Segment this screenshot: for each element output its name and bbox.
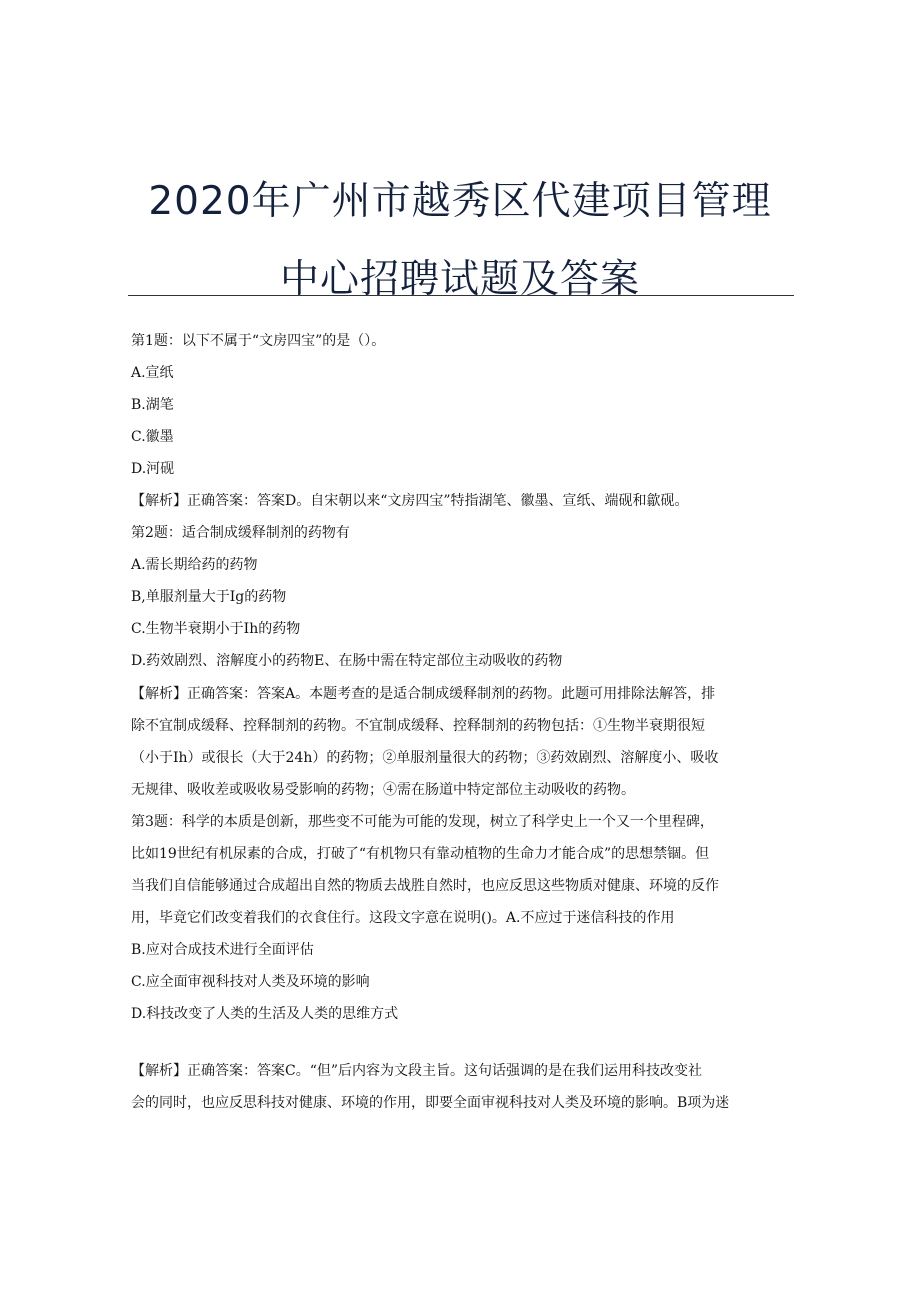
question-3-analysis-line-1: 【解析】正确答案：答案C。“但”后内容为文段主旨。这句话强调的是在我们运用科技改变社	[131, 1063, 703, 1079]
question-3-stem-line-2: 比如19世纪有机尿素的合成，打破了“有机物只有靠动植物的生命力才能合成”的思想禁锢。但	[131, 846, 710, 862]
question-2-option-a: A.需长期给药的药物	[131, 557, 258, 573]
question-1-option-a: A.宣纸	[131, 365, 174, 381]
question-1-analysis: 【解析】正确答案：答案D。自宋朝以来“文房四宝”特指湖笔、徽墨、宣纸、端砚和歙砚。	[131, 493, 689, 509]
question-2-option-b: B,单服剂量大于Ig的药物	[131, 589, 287, 605]
question-2-stem: 第2题：适合制成缓释制剂的药物有	[131, 525, 350, 541]
document-title-line-1: 2020年广州市越秀区代建项目管理	[148, 179, 772, 224]
question-3-stem-line-1: 第3题：科学的本质是创新，那些变不可能为可能的发现，树立了科学史上一个又一个里程碑，	[131, 814, 714, 830]
question-1-stem: 第1题：以下不属于“文房四宝”的是（）。	[131, 333, 386, 349]
question-2-option-c: C.生物半衰期小于Ih的药物	[131, 621, 301, 637]
question-2-analysis-line-1: 【解析】正确答案：答案A。本题考查的是适合制成缓释制剂的药物。此题可用排除法解答，排	[131, 686, 716, 702]
question-2-option-d-e: D.药效剧烈、溶解度小的药物E、在肠中需在特定部位主动吸收的药物	[131, 653, 563, 669]
question-3-option-d: D.科技改变了人类的生活及人类的思维方式	[131, 1006, 399, 1022]
question-3-option-b: B.应对合成技术进行全面评估	[131, 942, 314, 958]
question-3-stem-line-4: 用，毕竟它们改变着我们的衣食住行。这段文字意在说明()。A.不应过于迷信科技的作用	[131, 910, 675, 926]
question-2-analysis-line-2: 除不宜制成缓释、控释制剂的药物。不宜制成缓释、控释制剂的药物包括：①生物半衰期很短	[131, 718, 705, 734]
title-divider	[128, 295, 794, 296]
question-3-stem-line-3: 当我们自信能够通过合成超出自然的物质去战胜自然时，也应反思这些物质对健康、环境的反作	[131, 878, 719, 894]
question-2-analysis-line-3: （小于Ih）或很长（大于24h）的药物；②单服剂量很大的药物；③药效剧烈、溶解度小、吸收	[131, 750, 719, 766]
question-1-option-b: B.湖笔	[131, 397, 174, 413]
question-3-analysis-line-2: 会的同时，也应反思科技对健康、环境的作用，即要全面审视科技对人类及环境的影响。B项为迷	[131, 1095, 730, 1111]
question-3-option-c: C.应全面审视科技对人类及环境的影响	[131, 974, 370, 990]
question-2-analysis-line-4: 无规律、吸收差或吸收易受影响的药物；④需在肠道中特定部位主动吸收的药物。	[131, 782, 635, 798]
question-1-option-c: C.徽墨	[131, 429, 174, 445]
question-1-option-d: D.河砚	[131, 461, 175, 477]
document-title-line-2: 中心招聘试题及答案	[279, 257, 640, 302]
